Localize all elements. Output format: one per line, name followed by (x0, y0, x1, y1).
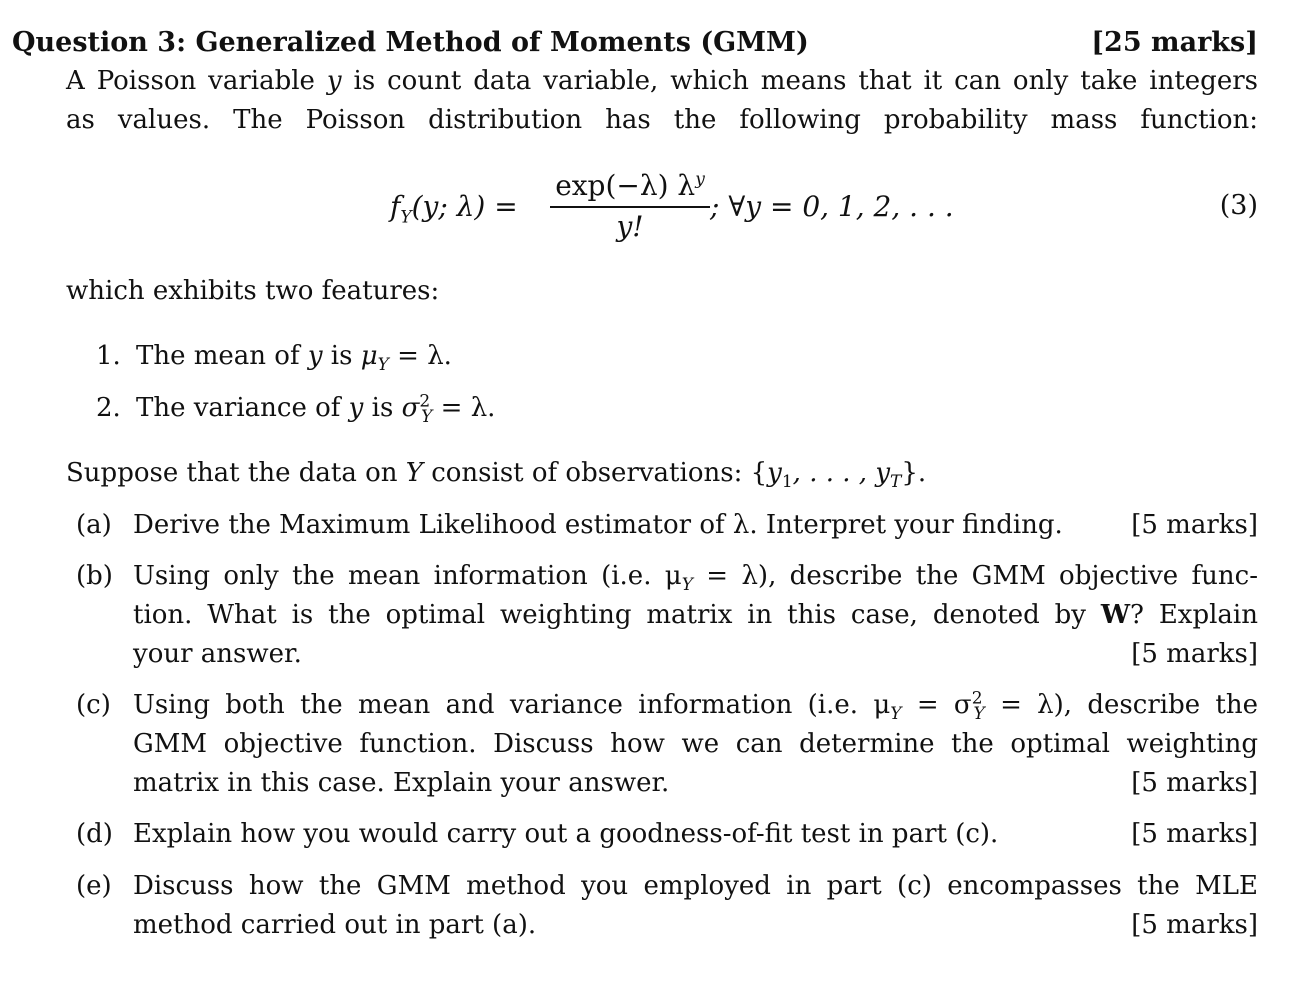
intro-line-1 (66, 63, 1258, 99)
part-c-label: (c) (76, 690, 111, 720)
part-b-text-rest: = λ), describe the GMM objective func- (692, 561, 1259, 591)
part-d-text: Explain how you would carry out a goodness-of-fit test in part (c). (133, 819, 999, 849)
feature-item-1 (96, 338, 452, 374)
part-c-line-1 (133, 687, 1258, 723)
intro-line-2: as values. The Poisson distribution has the following probability mass function: (66, 105, 1258, 135)
part-c-text-rest: = λ), describe the (984, 690, 1258, 720)
suppose-obs: y (767, 458, 782, 488)
part-c-marks: [5 marks] (1131, 768, 1258, 798)
part-c-sup: 2 (971, 688, 983, 709)
feature-num: 2. (96, 393, 121, 423)
equation-fraction (550, 168, 710, 244)
equation-rhs: ; ∀y = 0, 1, 2, . . . (710, 190, 954, 223)
part-d-marks: [5 marks] (1131, 819, 1258, 849)
part-c-line-3: matrix in this case. Explain your answer. (133, 768, 670, 798)
suppose-text: Suppose that the data on (66, 458, 406, 488)
suppose-obs-mid: , . . . , y (792, 458, 891, 488)
equation-numerator (550, 168, 710, 204)
feature-rest: = λ. (388, 341, 452, 371)
suppose-text-end: }. (901, 458, 927, 488)
weighting-matrix-symbol: W (1100, 600, 1131, 630)
feature-num: 1. (96, 341, 121, 371)
suppose-sub: T (890, 472, 902, 493)
part-b-text: Using only the mean information (i.e. μ (133, 561, 682, 591)
equation-number: (3) (1219, 190, 1258, 221)
part-c-text: Using both the mean and variance information (i.e. μ (133, 690, 891, 720)
part-c-text-mid: = σ (901, 690, 972, 720)
part-c-sub: Y (973, 704, 985, 725)
feature-text: is (363, 393, 402, 423)
feature-sub: Y (421, 407, 433, 428)
equation-args: (y; λ) = (411, 190, 518, 223)
part-d-label: (d) (76, 819, 113, 849)
part-a-marks: [5 marks] (1131, 510, 1258, 540)
part-e-marks: [5 marks] (1131, 910, 1258, 940)
features-intro: which exhibits two features: (66, 276, 440, 306)
part-a-text: Derive the Maximum Likelihood estimator of λ. Interpret your finding. (133, 510, 1063, 540)
feature-item-2 (96, 390, 495, 426)
intro-var: y (326, 66, 342, 96)
feature-var: y (348, 393, 364, 423)
part-c-sub: Y (890, 704, 902, 725)
suppose-line (66, 455, 926, 491)
part-c-line-2: GMM objective function. Discuss how we can determine the optimal weighting (133, 729, 1258, 759)
part-b-line-3: your answer. (133, 639, 302, 669)
equation-lhs (390, 190, 518, 228)
feature-text: The variance of (136, 393, 349, 423)
part-b-sub: Y (681, 575, 693, 596)
feature-math: μ (360, 341, 378, 371)
suppose-text: consist of observations: { (422, 458, 768, 488)
intro-text-rest: is count data variable, which means that it can only take integers (341, 66, 1258, 96)
part-b-marks: [5 marks] (1131, 639, 1258, 669)
feature-math: σ (401, 393, 420, 423)
suppose-sub: 1 (781, 472, 793, 493)
feature-text: is (322, 341, 361, 371)
question-title: Question 3: Generalized Method of Moments (GMM) (12, 27, 809, 58)
part-e-label: (e) (76, 871, 112, 901)
numerator-text: exp(−λ) λ (555, 169, 696, 202)
part-e-line-1: Discuss how the GMM method you employed in part (c) encompasses the MLE (133, 871, 1258, 901)
equation-denominator: y! (616, 210, 644, 243)
feature-text: The mean of (136, 341, 308, 371)
feature-sup: 2 (419, 391, 431, 412)
fraction-bar (550, 206, 710, 208)
feature-sub: Y (377, 355, 389, 376)
numerator-sup: y (695, 169, 705, 190)
part-b-text-rest: ? Explain (1130, 600, 1258, 630)
feature-rest: = λ. (432, 393, 496, 423)
equation-f-sub: Y (400, 207, 412, 228)
question-marks: [25 marks] (1091, 27, 1258, 58)
part-b-line-2 (133, 597, 1258, 633)
part-b-line-1 (133, 558, 1258, 594)
part-e-line-2: method carried out in part (a). (133, 910, 537, 940)
part-b-text: tion. What is the optimal weighting matrix in this case, denoted by (133, 600, 1101, 630)
suppose-var: Y (405, 458, 423, 488)
feature-var: y (307, 341, 323, 371)
equation-f: f (390, 190, 401, 223)
question-heading (12, 24, 1258, 62)
part-a-label: (a) (76, 510, 112, 540)
intro-text: A Poisson variable (66, 66, 327, 96)
part-b-label: (b) (76, 561, 113, 591)
